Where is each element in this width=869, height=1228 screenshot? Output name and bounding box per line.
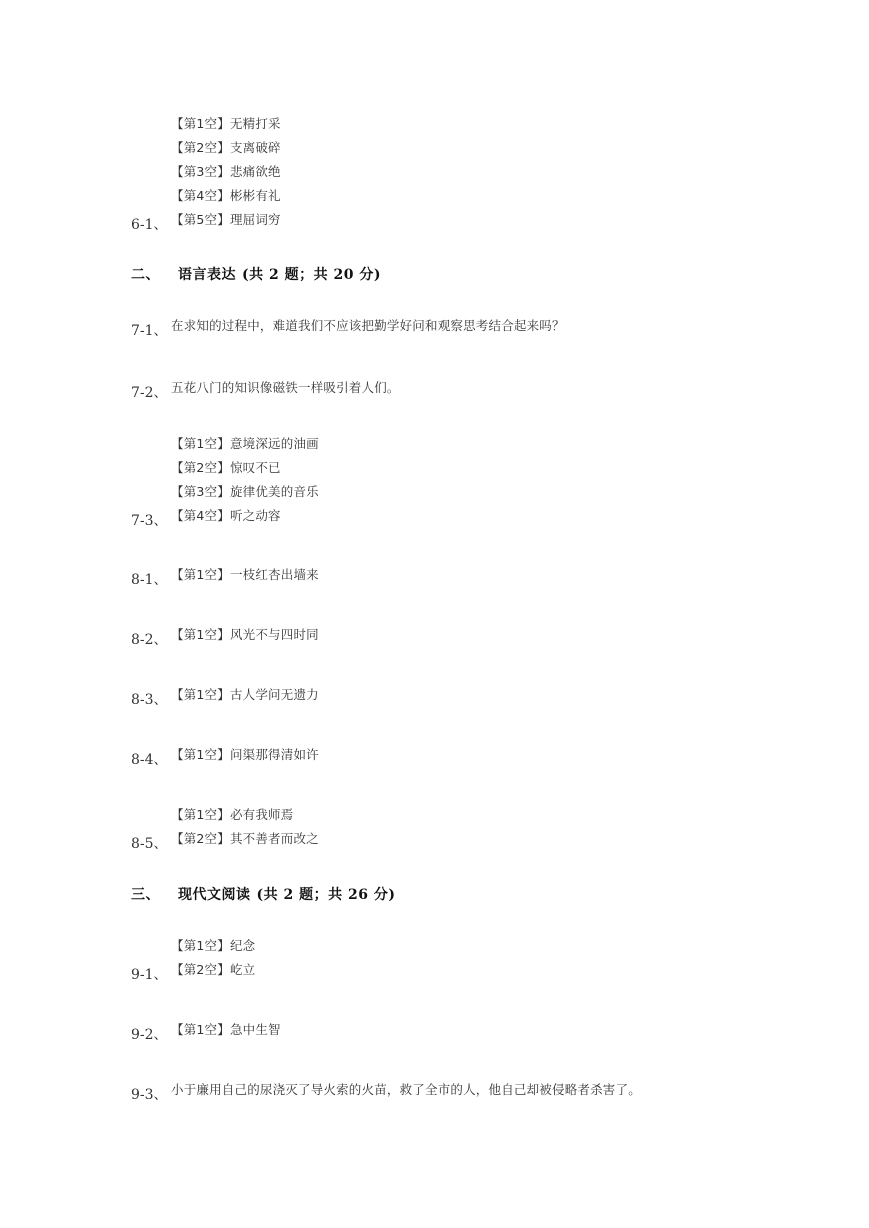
section-number: 三、	[131, 887, 160, 903]
question-number: 8-1、	[131, 572, 168, 588]
section-meta: (共 2 题；共 20 分)	[242, 267, 381, 283]
answer-line: 【第1空】古人学问无遗力	[171, 687, 319, 702]
answer-block-8-1	[131, 563, 319, 587]
question-number: 8-5、	[131, 836, 168, 852]
section-title: 现代文阅读	[178, 887, 251, 903]
answer-line: 小于廉用自己的尿浇灭了导火索的火苗，救了全市的人，他自己却被侵略者杀害了。	[171, 1082, 641, 1097]
answer-line: 【第2空】支离破碎	[171, 140, 281, 155]
question-number: 9-1、	[131, 967, 168, 983]
answer-line: 【第1空】风光不与四时同	[171, 627, 319, 642]
question-number: 7-3、	[131, 513, 168, 529]
answer-block-8-3	[131, 683, 319, 707]
answer-block-8-4	[131, 743, 319, 767]
section-meta: (共 2 题；共 26 分)	[256, 887, 396, 903]
answer-line: 【第4空】听之动容	[171, 508, 281, 523]
answer-line: 【第3空】悲痛欲绝	[171, 164, 281, 179]
answer-block-6-1	[131, 112, 281, 232]
answer-line: 【第4空】彬彬有礼	[171, 188, 281, 203]
question-number: 9-3、	[131, 1087, 168, 1103]
answer-line: 【第1空】问渠那得清如许	[171, 747, 319, 762]
answer-block-8-2	[131, 623, 319, 647]
answer-line: 【第2空】屹立	[171, 962, 256, 977]
question-number: 8-4、	[131, 752, 168, 768]
section-heading-3	[131, 884, 395, 904]
question-number: 7-2、	[131, 385, 168, 401]
section-heading-2	[131, 264, 381, 284]
answer-block-7-1	[131, 314, 565, 338]
answer-line: 五花八门的知识像磁铁一样吸引着人们。	[171, 380, 400, 395]
answer-block-7-3	[131, 432, 319, 528]
question-number: 8-3、	[131, 692, 168, 708]
question-number: 6-1、	[131, 217, 168, 233]
answer-block-8-5	[131, 803, 319, 851]
answer-line: 【第3空】旋律优美的音乐	[171, 484, 319, 499]
answer-block-9-3	[131, 1078, 641, 1102]
answer-block-7-2	[131, 376, 400, 400]
section-number: 二、	[131, 267, 160, 283]
answer-line: 【第1空】意境深远的油画	[171, 436, 319, 451]
answer-block-9-2	[131, 1018, 281, 1042]
answer-line: 【第1空】必有我师焉	[171, 807, 294, 822]
answer-block-9-1	[131, 934, 255, 982]
answer-line: 【第1空】无精打采	[171, 116, 281, 131]
answer-line: 【第1空】一枝红杏出墙来	[171, 567, 319, 582]
question-number: 9-2、	[131, 1027, 168, 1043]
answer-line: 【第2空】惊叹不已	[171, 460, 281, 475]
answer-line: 【第2空】其不善者而改之	[171, 831, 319, 846]
section-title: 语言表达	[178, 267, 236, 283]
answer-line: 【第1空】纪念	[171, 938, 256, 953]
answer-line: 【第5空】理屈词穷	[171, 212, 281, 227]
question-number: 7-1、	[131, 323, 168, 339]
answer-line: 在求知的过程中，难道我们不应该把勤学好问和观察思考结合起来吗？	[171, 318, 565, 333]
answer-line: 【第1空】急中生智	[171, 1022, 281, 1037]
question-number: 8-2、	[131, 632, 168, 648]
